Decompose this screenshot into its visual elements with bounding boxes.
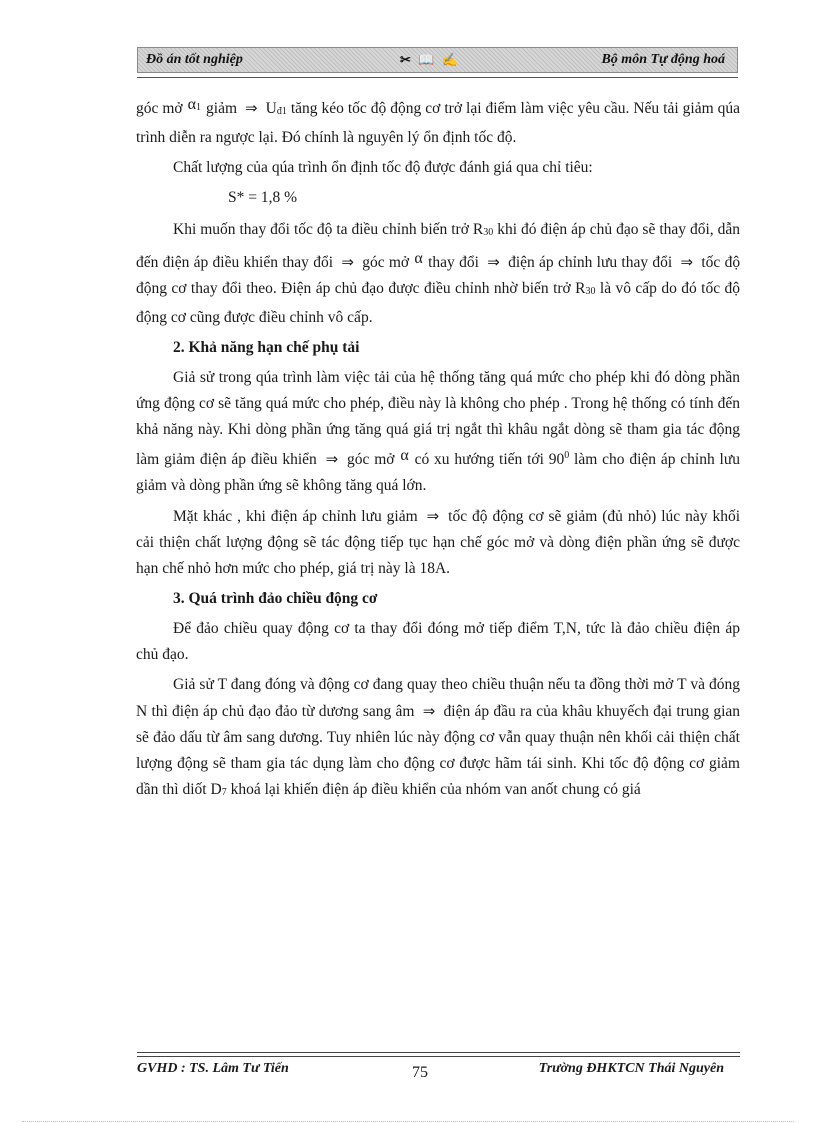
footer-divider-top: [137, 1052, 740, 1053]
header-divider: [137, 77, 738, 78]
implies-arrow-icon: ⇒: [325, 450, 339, 468]
document-body: [136, 92, 740, 810]
header-title-right: Bộ môn Tự động hoá: [601, 52, 725, 67]
implies-arrow-icon: ⇒: [245, 99, 258, 117]
page-number: 75: [412, 1064, 428, 1081]
header-title-left: Đồ án tốt nghiệp: [146, 52, 243, 67]
implies-arrow-icon: ⇒: [680, 253, 694, 271]
paragraph-2: Chất lượng của qúa trình ổn định tốc độ được đánh giá qua chỉ tiêu:: [173, 159, 593, 176]
paragraph-3: Khi muốn thay đổi tốc độ ta điều chỉnh biến trở R30 khi đó điện áp chủ đạo sẽ thay đổi, dẫn đến điện áp điều khiển thay đổi ⇒ góc mở α thay đổi ⇒ điện áp chỉnh lưu thay đổi ⇒ tốc độ động cơ thay đổi theo. Điện áp chủ đạo được điều chỉnh nhờ biến trở R30 là vô cấp do đó tốc độ động cơ cũng được điều chỉnh vô cấp.: [136, 221, 741, 326]
section-heading-3: 3. Quá trình đảo chiều động cơ: [173, 590, 378, 607]
footer-university: Trường ĐHKTCN Thái Nguyên: [538, 1061, 724, 1076]
implies-arrow-icon: ⇒: [341, 253, 354, 271]
formula-stability: S* = 1,8 %: [228, 189, 298, 206]
paragraph-4: Giả sử trong qúa trình làm việc tải của hệ thống tăng quá mức cho phép khi đó dòng phần ứng động cơ sẽ tăng quá mức cho phép, điều này là không cho phép . Trong hệ thống có tính đến khả năng này. Khi dòng phần ứng tăng quá giá trị ngắt thì khâu ngắt dòng sẽ tham gia tác động làm giảm điện áp điều khiển ⇒ góc mở α có xu hướng tiến tới $90^0$ làm cho điện áp chỉnh lưu giảm và dòng phần ứng sẽ không tăng quá lớn.: [136, 369, 741, 494]
header-ornament: ✂ 📖 ✍: [400, 52, 460, 67]
section-heading-2: 2. Khả năng hạn chế phụ tải: [173, 339, 360, 356]
footer-divider-bottom: [137, 1056, 740, 1057]
paragraph-6: Để đảo chiều quay động cơ ta thay đổi đóng mở tiếp điểm T,N, tức là đảo chiều điện áp chủ đạo.: [136, 620, 740, 663]
page-header: [137, 47, 738, 73]
paragraph-7: Giả sử T đang đóng và động cơ đang quay theo chiều thuận nếu ta đồng thời mở T và đóng N thì điện áp chủ đạo đảo từ dương sang âm ⇒ điện áp đầu ra của khâu khuyếch đại trung gian sẽ đảo dấu từ âm sang dương. Tuy nhiên lúc này động cơ vẫn quay thuận nên khối cải thiện chất lượng động sẽ tham gia tác dụng làm cho động cơ được hãm tái sinh. Khi tốc độ động cơ giảm dần thì diốt D7 khoá lại khiến điện áp điều khiển của nhóm van anốt chung có giá: [136, 676, 741, 798]
paragraph-1: góc mở α1 giảm ⇒ Uđ1 tăng kéo tốc độ động cơ trở lại điểm làm việc yêu cầu. Nếu tải giảm qúa trình diễn ra ngược lại. Đó chính là nguyên lý ổn định tốc độ.: [136, 96, 741, 146]
alpha-symbol: α1: [187, 96, 202, 113]
page-edge: [22, 1121, 794, 1122]
implies-arrow-icon: ⇒: [487, 253, 500, 271]
footer-supervisor: GVHD : TS. Lâm Tư Tiến: [137, 1061, 289, 1076]
alpha-symbol: α: [414, 250, 423, 267]
implies-arrow-icon: ⇒: [426, 507, 440, 525]
alpha-symbol: α: [400, 447, 409, 464]
implies-arrow-icon: ⇒: [422, 702, 436, 720]
paragraph-5: Mặt khác , khi điện áp chỉnh lưu giảm ⇒ tốc độ động cơ sẽ giảm (đủ nhỏ) lúc này khối cải thiện chất lượng động sẽ tác động tiếp tục hạn chế góc mở và dòng điện phần ứng sẽ được hạn chế nhỏ hơn mức cho phép, giá trị này là 18A.: [136, 507, 740, 577]
